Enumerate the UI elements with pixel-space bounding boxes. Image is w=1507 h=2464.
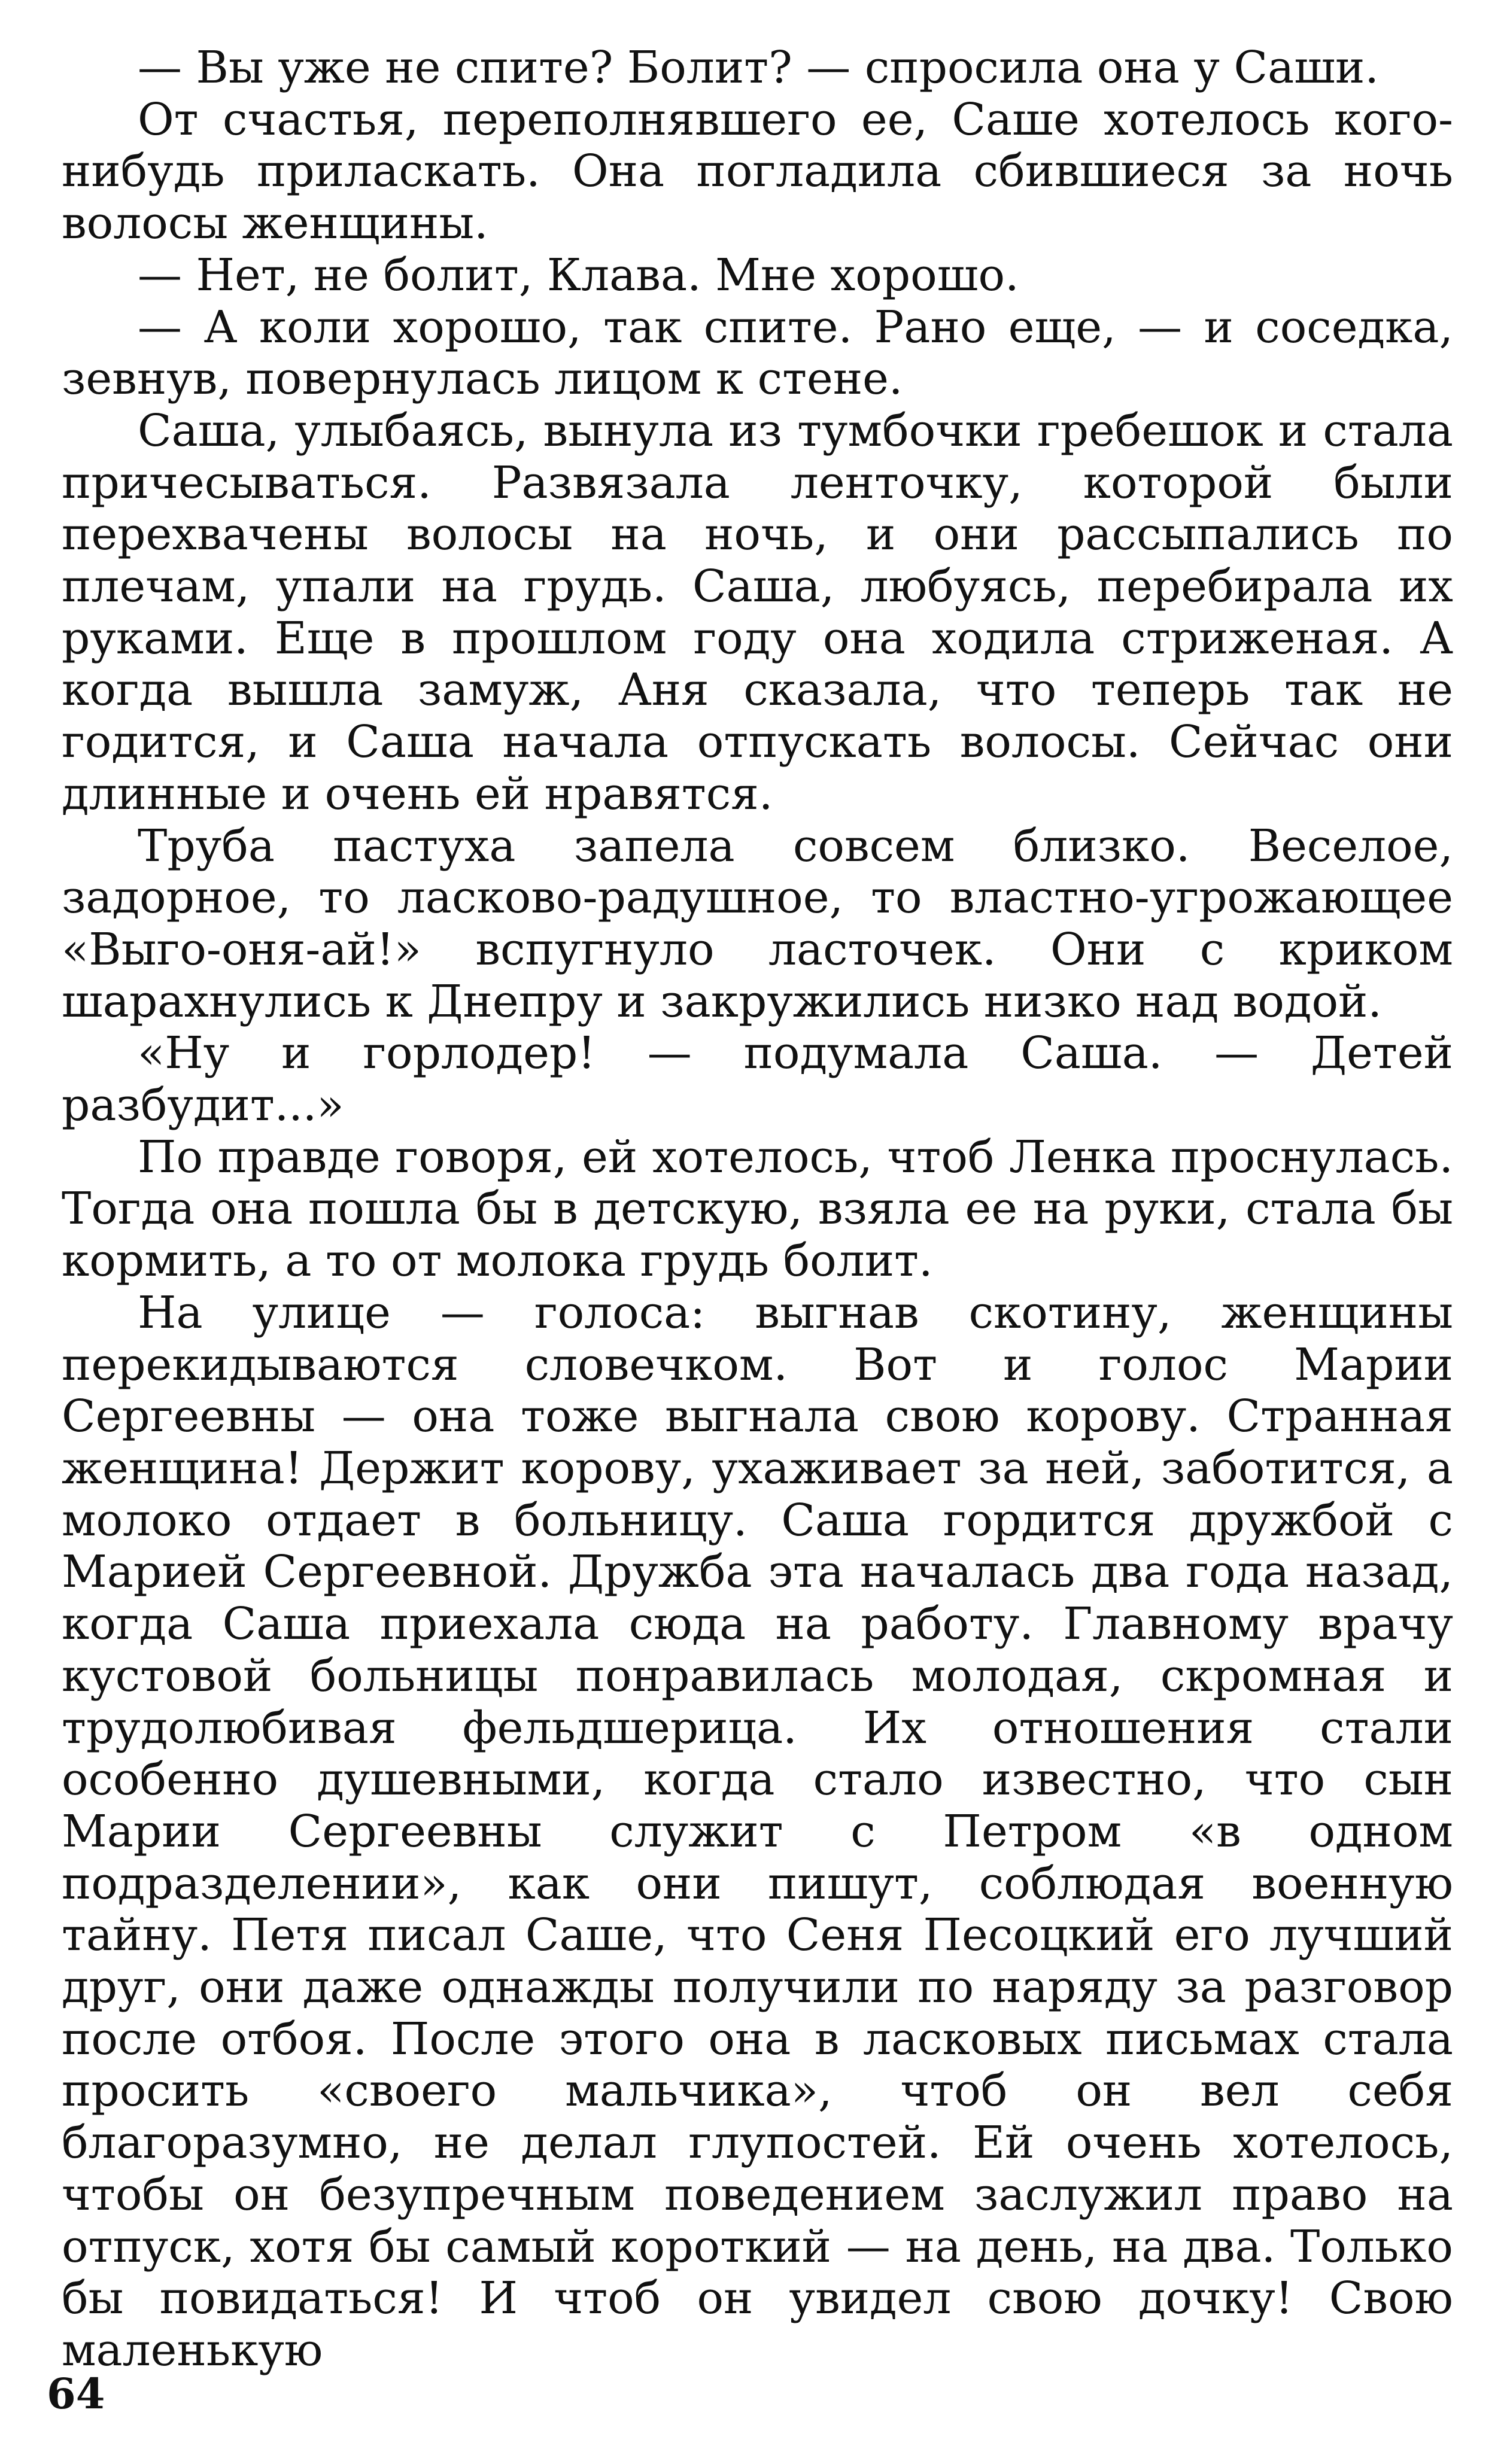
- paragraph: — Нет, не болит, Клава. Мне хорошо.: [138, 249, 1019, 301]
- paragraph: Саша, улыбаясь, вынула из тумбочки гребешок и стала причесываться. Развязала ленточку, которой были перехвачены волосы на ночь, и они рассыпались по плечам, упали на грудь. Саша, любуясь, перебирала их руками. Еще в прошлом году она ходила стриженая. А когда вышла замуж, Аня сказала, что теперь так не годится, и Саша начала отпускать волосы. Сейчас они длинные и очень ей нравятся.: [62, 404, 1453, 820]
- paragraph: — Вы уже не спите? Болит? — спросила она у Саши.: [138, 42, 1379, 93]
- paragraph: — А коли хорошо, так спите. Рано еще, — и соседка, зевнув, повернулась лицом к стене.: [62, 301, 1453, 405]
- paragraph: По правде говоря, ей хотелось, чтоб Ленка проснулась. Тогда она пошла бы в детскую, взяла ее на руки, стала бы кормить, а то от молока грудь болит.: [62, 1131, 1453, 1287]
- paragraph: На улице — голоса: выгнав скотину, женщины перекидываются словечком. Вот и голос Марии Сергеевны — она тоже выгнала свою корову. Странная женщина! Держит корову, ухаживает за ней, заботится, а молоко отдает в больницу. Саша гордится дружбой с Марией Сергеевной. Дружба эта началась два года назад, когда Саша приехала сюда на работу. Главному врачу кустовой больницы понравилась молодая, скромная и трудолюбивая фельдшерица. Их отношения стали особенно душевными, когда стало известно, что сын Марии Сергеевны служит с Петром «в одном подразделении», как они пишут, соблюдая военную тайну. Петя писал Саше, что Сеня Песоцкий его лучший друг, они даже однажды получили по наряду за разговор после отбоя. После этого она в ласковых письмах стала просить «своего мальчика», чтоб он вел себя благоразумно, не делал глупостей. Ей очень хотелось, чтобы он безупречным поведением заслужил право на отпуск, хотя бы самый короткий — на день, на два. Только бы повидаться! И чтоб он увидел свою дочку! Свою маленькую: [62, 1286, 1453, 2376]
- page-number: 64: [47, 2369, 105, 2419]
- paragraph: Труба пастуха запела совсем близко. Веселое, задорное, то ласково-радушное, то властно-угрожающее «Выго-оня-ай!» вспугнуло ласточек. Они с криком шарахнулись к Днепру и закружились низко над водой.: [62, 820, 1453, 1027]
- paragraph: «Ну и горлодер! — подумала Саша. — Детей разбудит...»: [62, 1027, 1453, 1131]
- body-text: [62, 42, 1453, 2377]
- paragraph: От счастья, переполнявшего ее, Саше хотелось кого-нибудь приласкать. Она погладила сбившиеся за ночь волосы женщины.: [62, 93, 1453, 250]
